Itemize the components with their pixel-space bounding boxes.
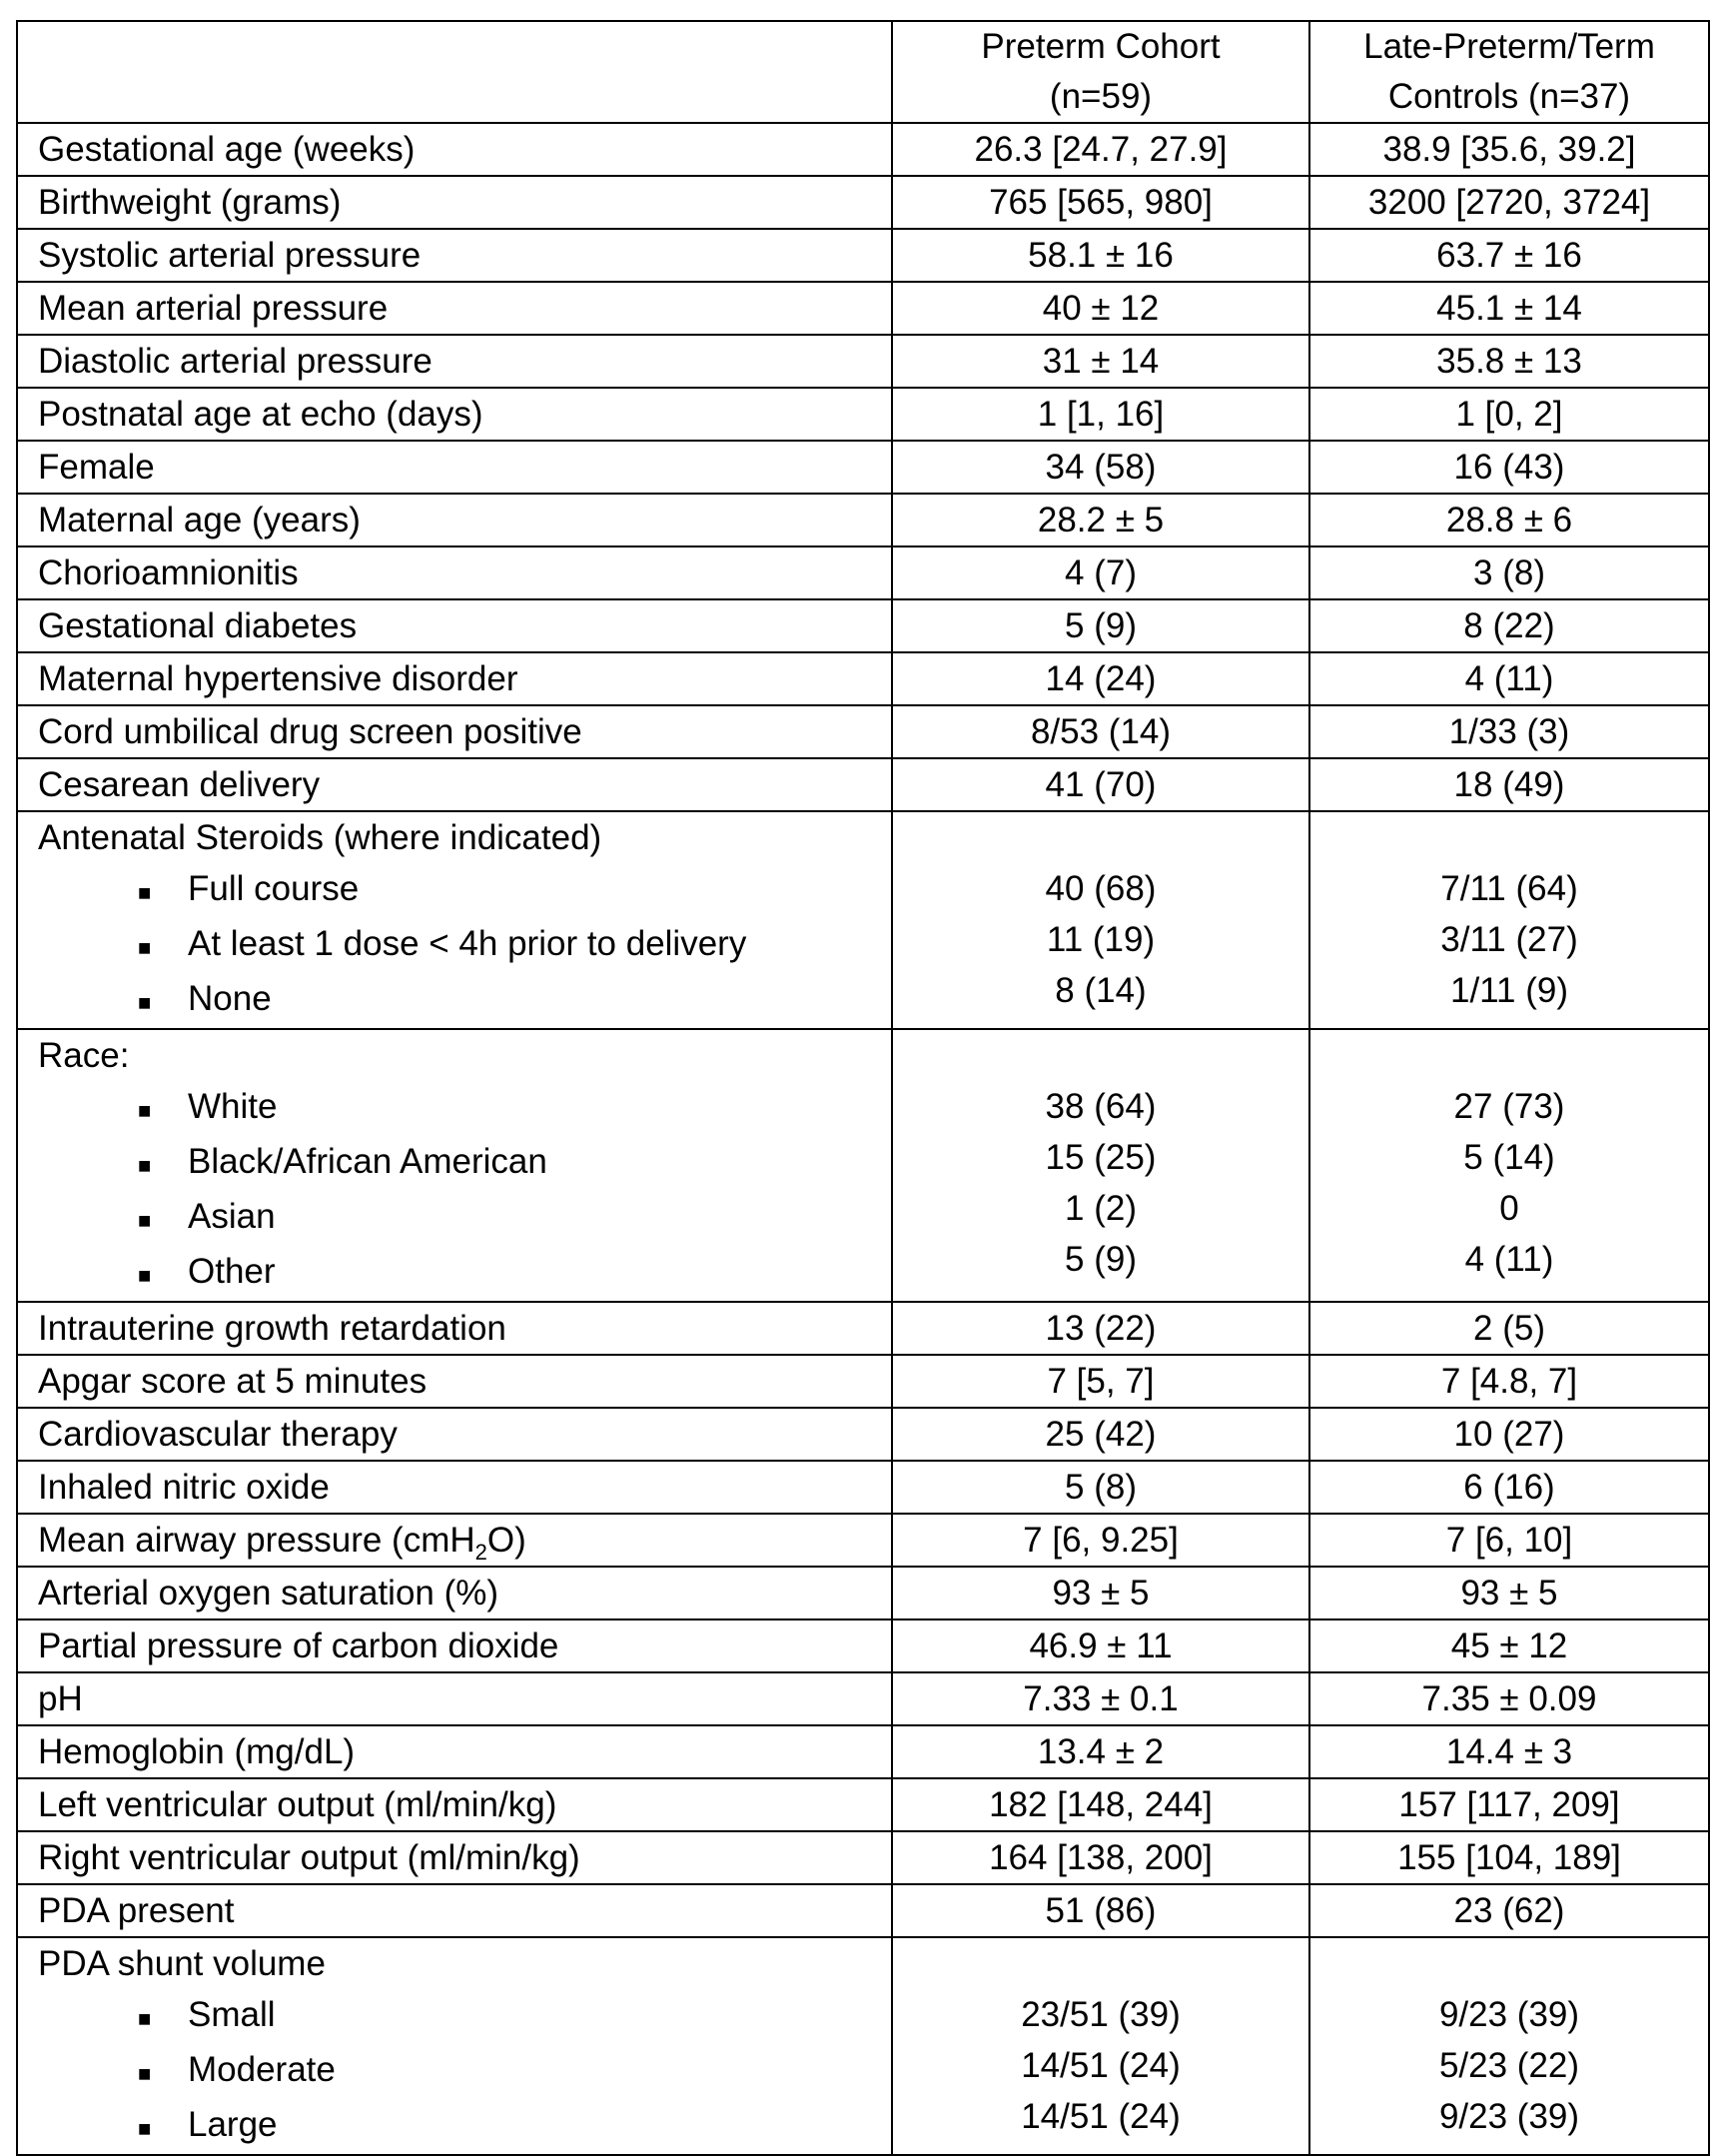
bullet-icon: ■: [138, 1263, 152, 1288]
cell-label: Female: [17, 441, 892, 494]
header-term-cell: [1309, 21, 1709, 123]
list-item: [38, 1246, 883, 1301]
steroids-label-cell: [17, 811, 892, 1029]
list-item: [38, 2099, 883, 2154]
cell-term: 38.9 [35.6, 39.2]: [1309, 123, 1709, 176]
cell-term: 93 ± 5: [1309, 1567, 1709, 1619]
cell-preterm: 8/53 (14): [892, 705, 1309, 758]
header-term-line1: Late-Preterm/Term: [1363, 27, 1655, 66]
table-row: [17, 1672, 1709, 1725]
cell-preterm: 13.4 ± 2: [892, 1725, 1309, 1778]
header-row: [17, 21, 1709, 123]
table-row: [17, 546, 1709, 599]
list-item: [38, 918, 883, 973]
cell-preterm: 13 (22): [892, 1302, 1309, 1355]
list-item: [38, 1191, 883, 1246]
list-item-preterm: 8 (14): [1055, 971, 1147, 1010]
cell-label: Diastolic arterial pressure: [17, 335, 892, 388]
cell-preterm: 182 [148, 244]: [892, 1778, 1309, 1831]
list-item-preterm: 11 (19): [1046, 920, 1156, 959]
cell-label: Left ventricular output (ml/min/kg): [17, 1778, 892, 1831]
cell-label: Cesarean delivery: [17, 758, 892, 811]
list-item-term: 5 (14): [1463, 1138, 1555, 1177]
cell-label: Gestational age (weeks): [17, 123, 892, 176]
cell-preterm: 31 ± 14: [892, 335, 1309, 388]
list-item: [38, 1989, 883, 2044]
table-row: [17, 335, 1709, 388]
table-row: [17, 229, 1709, 282]
cell-label: Maternal age (years): [17, 494, 892, 546]
list-item: [38, 1081, 883, 1136]
bullet-icon: ■: [138, 2061, 152, 2086]
cell-preterm: 7.33 ± 0.1: [892, 1672, 1309, 1725]
table-row: [17, 388, 1709, 441]
cell-preterm: 41 (70): [892, 758, 1309, 811]
cell-label: Gestational diabetes: [17, 599, 892, 652]
cell-term: 28.8 ± 6: [1309, 494, 1709, 546]
cell-label: Cardiovascular therapy: [17, 1408, 892, 1461]
table-row: [17, 1619, 1709, 1672]
cell-preterm: 164 [138, 200]: [892, 1831, 1309, 1884]
table-row: [17, 176, 1709, 229]
list-item-term: 3/11 (27): [1440, 920, 1578, 959]
cell-preterm: 7 [6, 9.25]: [892, 1514, 1309, 1567]
race-group-label: Race:: [38, 1036, 130, 1075]
table-row: [17, 441, 1709, 494]
race-label-cell: [17, 1029, 892, 1302]
cell-label: Partial pressure of carbon dioxide: [17, 1619, 892, 1672]
cell-label: Right ventricular output (ml/min/kg): [17, 1831, 892, 1884]
bullet-icon: ■: [138, 2006, 152, 2031]
steroids-term-cell: [1309, 811, 1709, 1029]
cell-preterm: 26.3 [24.7, 27.9]: [892, 123, 1309, 176]
table-row: [17, 1725, 1709, 1778]
airway-label-pre: Mean airway pressure (cmH: [38, 1521, 475, 1560]
list-item: [38, 973, 883, 1028]
pda-group-label: PDA shunt volume: [38, 1944, 326, 1983]
cell-label: Intrauterine growth retardation: [17, 1302, 892, 1355]
cell-preterm: 7 [5, 7]: [892, 1355, 1309, 1408]
cell-term: 1 [0, 2]: [1309, 388, 1709, 441]
cell-preterm: 28.2 ± 5: [892, 494, 1309, 546]
cell-term: 63.7 ± 16: [1309, 229, 1709, 282]
cell-term: 14.4 ± 3: [1309, 1725, 1709, 1778]
list-item-term: 0: [1499, 1189, 1519, 1228]
race-group-row: [17, 1029, 1709, 1302]
list-item-label: Black/African American: [188, 1142, 547, 1181]
cell-label: Apgar score at 5 minutes: [17, 1355, 892, 1408]
list-item-term: 4 (11): [1464, 1240, 1554, 1279]
cell-label: Cord umbilical drug screen positive: [17, 705, 892, 758]
cell-term: 10 (27): [1309, 1408, 1709, 1461]
table-row: [17, 1461, 1709, 1514]
cell-term: 155 [104, 189]: [1309, 1831, 1709, 1884]
cell-label: Postnatal age at echo (days): [17, 388, 892, 441]
table-row: [17, 1884, 1709, 1937]
steroids-group-row: [17, 811, 1709, 1029]
pda-label-cell: [17, 1937, 892, 2155]
spacer: [897, 1030, 1304, 1081]
cell-preterm: 5 (9): [892, 599, 1309, 652]
list-item-preterm: 5 (9): [1065, 1240, 1137, 1279]
cell-label: PDA present: [17, 1884, 892, 1937]
list-item: [38, 1136, 883, 1191]
cell-term: 3200 [2720, 3724]: [1309, 176, 1709, 229]
cell-preterm: 1 [1, 16]: [892, 388, 1309, 441]
table-row: [17, 282, 1709, 335]
header-label-cell: [17, 21, 892, 123]
list-item-label: None: [188, 979, 272, 1018]
cell-label: Hemoglobin (mg/dL): [17, 1725, 892, 1778]
list-item-term: 7/11 (64): [1440, 869, 1578, 908]
cell-term: 8 (22): [1309, 599, 1709, 652]
table-row: [17, 1778, 1709, 1831]
cell-term: 23 (62): [1309, 1884, 1709, 1937]
list-item-term: 9/23 (39): [1438, 1995, 1580, 2034]
cell-term: 2 (5): [1309, 1302, 1709, 1355]
airway-label-post: O): [486, 1521, 526, 1560]
cell-preterm: 51 (86): [892, 1884, 1309, 1937]
cell-label: Chorioamnionitis: [17, 546, 892, 599]
cell-label: Mean arterial pressure: [17, 282, 892, 335]
spacer: [1314, 1938, 1704, 1989]
spacer: [897, 812, 1304, 863]
cell-term: 4 (11): [1309, 652, 1709, 705]
cell-preterm: 25 (42): [892, 1408, 1309, 1461]
cell-term: 45 ± 12: [1309, 1619, 1709, 1672]
list-item-preterm: 15 (25): [1045, 1138, 1157, 1177]
table-row: [17, 123, 1709, 176]
list-item-preterm: 14/51 (24): [1021, 2097, 1181, 2136]
list-item-preterm: 40 (68): [1045, 869, 1157, 908]
table-row: [17, 1302, 1709, 1355]
cell-label: pH: [17, 1672, 892, 1725]
header-preterm-line2: (n=59): [1049, 77, 1153, 116]
cell-preterm: 5 (8): [892, 1461, 1309, 1514]
cell-term: 7 [4.8, 7]: [1309, 1355, 1709, 1408]
list-item: [38, 863, 883, 918]
cell-term: 1/33 (3): [1309, 705, 1709, 758]
list-item: [38, 2044, 883, 2099]
cell-label: Systolic arterial pressure: [17, 229, 892, 282]
list-item-term: 5/23 (22): [1438, 2046, 1580, 2085]
steroids-preterm-cell: [892, 811, 1309, 1029]
cell-preterm: 40 ± 12: [892, 282, 1309, 335]
bullet-icon: ■: [138, 1208, 152, 1233]
cell-preterm: 93 ± 5: [892, 1567, 1309, 1619]
pda-group-row: [17, 1937, 1709, 2155]
spacer: [1314, 1030, 1704, 1081]
cell-term: 35.8 ± 13: [1309, 335, 1709, 388]
cell-term: 3 (8): [1309, 546, 1709, 599]
list-item-term: 9/23 (39): [1438, 2097, 1580, 2136]
table-row: [17, 652, 1709, 705]
table-row: [17, 1831, 1709, 1884]
list-item-term: 1/11 (9): [1449, 971, 1569, 1010]
cell-label: Inhaled nitric oxide: [17, 1461, 892, 1514]
list-item-preterm: 14/51 (24): [1021, 2046, 1181, 2085]
cell-preterm: 14 (24): [892, 652, 1309, 705]
airway-label-cell: [17, 1514, 892, 1567]
header-preterm-cell: [892, 21, 1309, 123]
list-item-term: 27 (73): [1453, 1087, 1565, 1126]
bullet-icon: ■: [138, 1098, 152, 1123]
cell-label: Birthweight (grams): [17, 176, 892, 229]
list-item-label: Full course: [188, 869, 360, 908]
pda-preterm-cell: [892, 1937, 1309, 2155]
data-table: [16, 20, 1710, 2156]
table-row: [17, 758, 1709, 811]
race-term-cell: [1309, 1029, 1709, 1302]
list-item-label: Moderate: [188, 2050, 336, 2089]
list-item-label: Asian: [188, 1197, 276, 1236]
cell-label: Maternal hypertensive disorder: [17, 652, 892, 705]
list-item-label: Large: [188, 2105, 278, 2144]
cell-preterm: 765 [565, 980]: [892, 176, 1309, 229]
cell-term: 7.35 ± 0.09: [1309, 1672, 1709, 1725]
cell-preterm: 4 (7): [892, 546, 1309, 599]
list-item-label: Small: [188, 1995, 276, 2034]
bullet-icon: ■: [138, 2116, 152, 2141]
header-preterm-line1: Preterm Cohort: [981, 27, 1221, 66]
cell-term: 6 (16): [1309, 1461, 1709, 1514]
race-preterm-cell: [892, 1029, 1309, 1302]
table-row: [17, 705, 1709, 758]
header-term-line2: Controls (n=37): [1387, 77, 1631, 116]
airway-label-sub: 2: [474, 1540, 487, 1565]
bullet-icon: ■: [138, 1153, 152, 1178]
list-item-label: White: [188, 1087, 278, 1126]
cell-term: 7 [6, 10]: [1309, 1514, 1709, 1567]
cell-term: 157 [117, 209]: [1309, 1778, 1709, 1831]
bullet-icon: ■: [138, 880, 152, 905]
cell-term: 18 (49): [1309, 758, 1709, 811]
table-row: [17, 494, 1709, 546]
list-item-preterm: 1 (2): [1065, 1189, 1137, 1228]
bullet-icon: ■: [138, 990, 152, 1015]
cell-preterm: 34 (58): [892, 441, 1309, 494]
spacer: [1314, 812, 1704, 863]
table-row: [17, 1355, 1709, 1408]
cell-term: 45.1 ± 14: [1309, 282, 1709, 335]
pda-term-cell: [1309, 1937, 1709, 2155]
list-item-label: At least 1 dose < 4h prior to delivery: [188, 924, 747, 963]
list-item-label: Other: [188, 1252, 276, 1291]
cell-preterm: 46.9 ± 11: [892, 1619, 1309, 1672]
spacer: [897, 1938, 1304, 1989]
table-row: [17, 1408, 1709, 1461]
cell-term: 16 (43): [1309, 441, 1709, 494]
bullet-icon: ■: [138, 935, 152, 960]
airway-row: [17, 1514, 1709, 1567]
table-row: [17, 1567, 1709, 1619]
list-item-preterm: 38 (64): [1045, 1087, 1157, 1126]
list-item-preterm: 23/51 (39): [1021, 1995, 1181, 2034]
cell-label: Arterial oxygen saturation (%): [17, 1567, 892, 1619]
cell-preterm: 58.1 ± 16: [892, 229, 1309, 282]
steroids-group-label: Antenatal Steroids (where indicated): [38, 818, 602, 857]
table-row: [17, 599, 1709, 652]
